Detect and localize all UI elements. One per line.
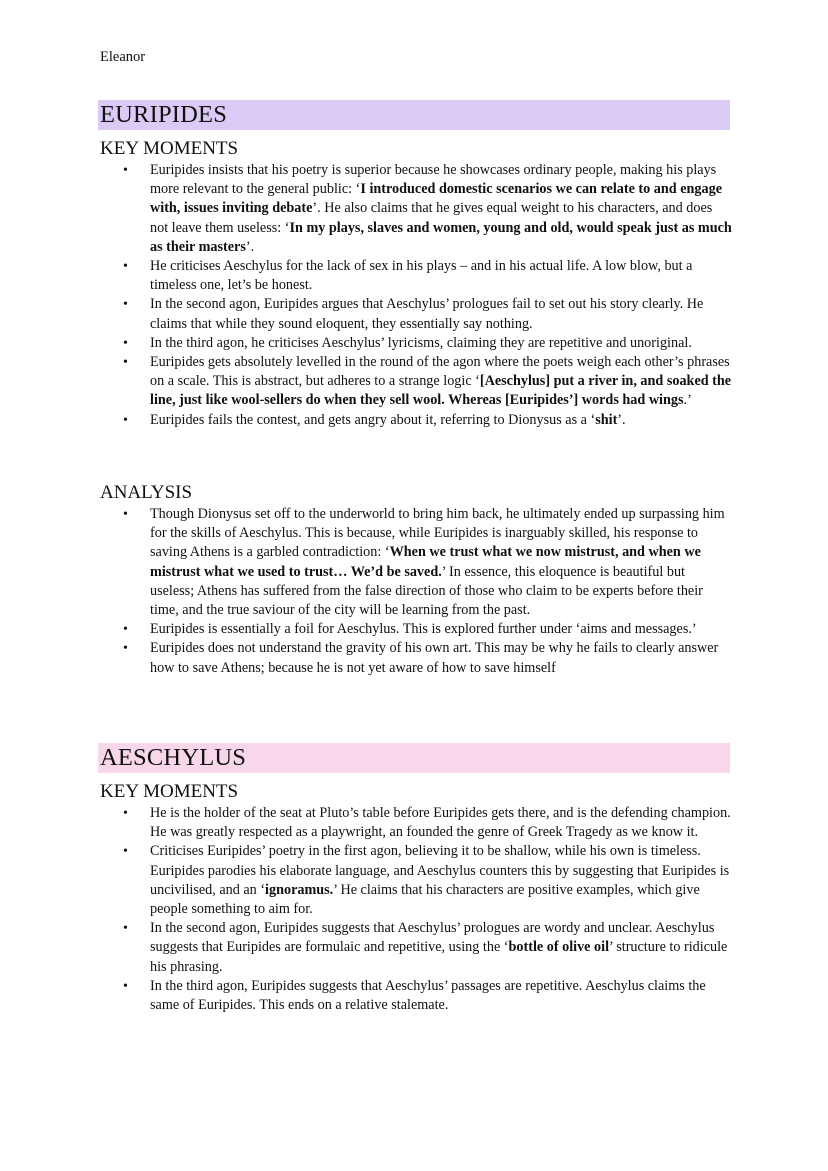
bold-quote: bottle of olive oil: [508, 939, 610, 956]
text-run: In the third agon, he criticises Aeschylus’ lyricisms, claiming they are repetitive and unoriginal.: [150, 334, 692, 351]
euripides-key-moments-list: [100, 161, 732, 430]
aeschylus-heading: AESCHYLUS: [98, 743, 730, 773]
text-run: Criticises Euripides’ poetry in the first agon, believing it to be shallow, while his own is timeless. Euripides parodies his elaborate language, and Aeschylus counters this by suggesting that Euripides is uncivilised, and an ‘: [150, 843, 730, 898]
euripides-analysis-heading: ANALYSIS: [100, 482, 193, 503]
text-run: In the second agon, Euripides suggests that Aeschylus’ prologues are wordy and unclear. Aeschylus suggests that Euripides are formulaic and repetitive, using the ‘: [150, 920, 715, 956]
text-run: Though Dionysus set off to the underworld to bring him back, he ultimately ended up surpassing him for the skills of Aeschylus. This is because, while Euripides is inarguably skilled, his response to saving Athens is a garbled contradiction: ‘: [150, 506, 725, 561]
text-run: .’: [683, 392, 692, 409]
euripides-analysis-list: [100, 505, 732, 678]
list-item: [100, 919, 732, 977]
bold-quote: When we trust what we now mistrust, and when we mistrust what we used to trust… We’d be saved.: [150, 544, 701, 580]
text-run: Euripides does not understand the gravity of his own art. This may be why he fails to clearly answer how to save Athens; because he is not yet aware of how to save himself: [150, 640, 719, 676]
list-item: [100, 505, 732, 620]
text-run: ’ In essence, this eloquence is beautiful but useless; Athens has suffered from the false direction of those who claim to be experts before their time, and the true saviour of the city will be learning from the past.: [150, 563, 703, 619]
list-item: [100, 804, 732, 842]
text-run: Euripides insists that his poetry is superior because he showcases ordinary people, making his plays more relevant to the general public: ‘: [150, 162, 717, 198]
list-item: [100, 977, 732, 1015]
text-run: In the third agon, Euripides suggests that Aeschylus’ passages are repetitive. Aeschylus claims the same of Euripides. This ends on a relative stalemate.: [150, 977, 706, 1014]
text-run: He criticises Aeschylus for the lack of sex in his plays – and in his actual life. A low blow, but a timeless one, let’s be honest.: [150, 258, 693, 294]
list-item: [100, 620, 732, 639]
list-item: [100, 161, 732, 257]
bold-quote: shit: [595, 411, 618, 428]
bold-quote: In my plays, slaves and women, young and old, would speak just as much as their masters: [150, 219, 732, 255]
list-item: [100, 411, 732, 430]
bold-quote: I introduced domestic scenarios we can relate to and engage with, issues inviting debate: [150, 181, 722, 217]
text-run: Euripides fails the contest, and gets angry about it, referring to Dionysus as a ‘: [150, 411, 596, 428]
text-run: ’.: [245, 238, 255, 255]
text-run: In the second agon, Euripides argues that Aeschylus’ prologues fail to set out his story clearly. He claims that while they sound eloquent, they essentially say nothing.: [150, 296, 704, 332]
text-run: ’. He also claims that he gives equal weight to his characters, and does not leave them useless: ‘: [150, 200, 713, 236]
list-item: [100, 842, 732, 919]
text-run: Euripides is essentially a foil for Aeschylus. This is explored further under ‘aims and messages.’: [150, 621, 697, 638]
bold-quote: [Aeschylus] put a river in, and soaked the line, just like wool-sellers do when they sell wool. Whereas [Euripides’] words had wings: [150, 373, 732, 409]
text-run: ’ structure to ridicule his phrasing.: [150, 939, 728, 975]
text-run: ’.: [617, 411, 626, 428]
aeschylus-key-moments-heading: KEY MOMENTS: [100, 781, 239, 802]
author-name: Eleanor: [100, 49, 146, 65]
list-item: [100, 257, 732, 295]
aeschylus-key-moments-list: [100, 804, 732, 1015]
text-run: Euripides gets absolutely levelled in the round of the agon where the poets weigh each other’s phrases on a scale. This is abstract, but adheres to a strange logic ‘: [150, 354, 730, 390]
euripides-heading: EURIPIDES: [98, 100, 730, 130]
text-run: ’ He claims that his characters are positive examples, which give people something to aim for.: [150, 881, 700, 918]
euripides-key-moments-heading: KEY MOMENTS: [100, 138, 239, 159]
text-run: He is the holder of the seat at Pluto’s table before Euripides gets there, and is the defending champion. He was greatly respected as a playwright, an founded the genre of Greek Tragedy as we know it.: [150, 805, 731, 841]
list-item: [100, 639, 732, 677]
list-item: [100, 295, 732, 333]
list-item: [100, 353, 732, 411]
list-item: [100, 334, 732, 353]
bold-quote: ignoramus.: [265, 881, 334, 898]
